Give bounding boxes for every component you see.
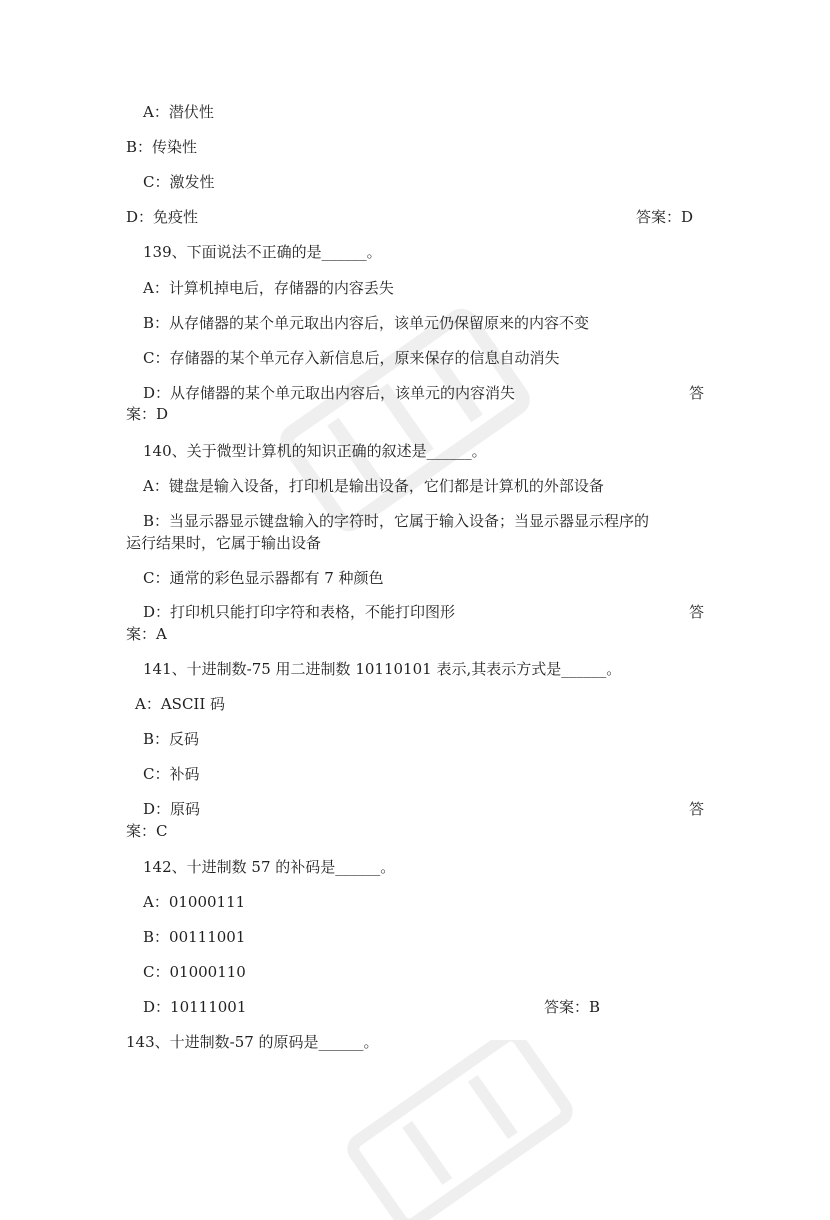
q139-answer: 案：D	[126, 405, 169, 423]
q140-option-b: B：当显示器显示键盘输入的字符时，它属于输入设备；当显示器显示程序的	[143, 512, 650, 530]
q140-option-d: D：打印机只能打印字符和表格，不能打印图形	[143, 603, 456, 621]
q141-answer: 案：C	[126, 822, 168, 840]
question-141: 141、十进制数-75 用二进制数 10110101 表示,其表示方式是______。	[143, 660, 622, 678]
question-140: 140、关于微型计算机的知识正确的叙述是______。	[143, 442, 487, 460]
q139-option-d: D：从存储器的某个单元取出内容后，该单元的内容消失	[143, 384, 516, 402]
answer-label-prefix: 答	[689, 603, 705, 621]
q142-option-a: A：01000111	[143, 893, 246, 911]
answer-label: 答案：D	[636, 208, 694, 226]
option-c-trigger: C：激发性	[143, 173, 215, 191]
answer-label: 答案：B	[544, 998, 601, 1016]
option-d-immunity: D：免疫性	[126, 208, 199, 226]
q140-option-c: C：通常的彩色显示器都有 7 种颜色	[143, 569, 384, 587]
q139-option-c: C：存储器的某个单元存入新信息后，原来保存的信息自动消失	[143, 349, 560, 367]
question-142: 142、十进制数 57 的补码是______。	[143, 858, 396, 876]
answer-label-prefix: 答	[689, 800, 705, 818]
q140-answer: 案：A	[126, 625, 167, 643]
q139-option-b: B：从存储器的某个单元取出内容后，该单元仍保留原来的内容不变	[143, 314, 590, 332]
q139-option-a: A：计算机掉电后，存储器的内容丢失	[143, 279, 394, 297]
q141-option-d: D：原码	[143, 800, 201, 818]
watermark-graphic-bottom	[330, 1040, 590, 1220]
answer-label-prefix: 答	[689, 384, 705, 402]
q142-option-d: D：10111001	[143, 998, 247, 1016]
option-b-infectious: B：传染性	[126, 138, 198, 156]
q141-option-b: B：反码	[143, 730, 200, 748]
q142-option-c: C：01000110	[143, 963, 246, 981]
q142-option-b: B：00111001	[143, 928, 246, 946]
q140-option-a: A：键盘是输入设备，打印机是输出设备，它们都是计算机的外部设备	[143, 477, 604, 495]
q141-option-a: A：ASCII 码	[135, 695, 226, 713]
option-a-latency: A：潜伏性	[143, 103, 214, 121]
question-143: 143、十进制数-57 的原码是______。	[126, 1033, 379, 1051]
q141-option-c: C：补码	[143, 765, 200, 783]
question-139: 139、下面说法不正确的是______。	[143, 243, 382, 261]
q140-option-b-cont: 运行结果时，它属于输出设备	[126, 534, 322, 552]
